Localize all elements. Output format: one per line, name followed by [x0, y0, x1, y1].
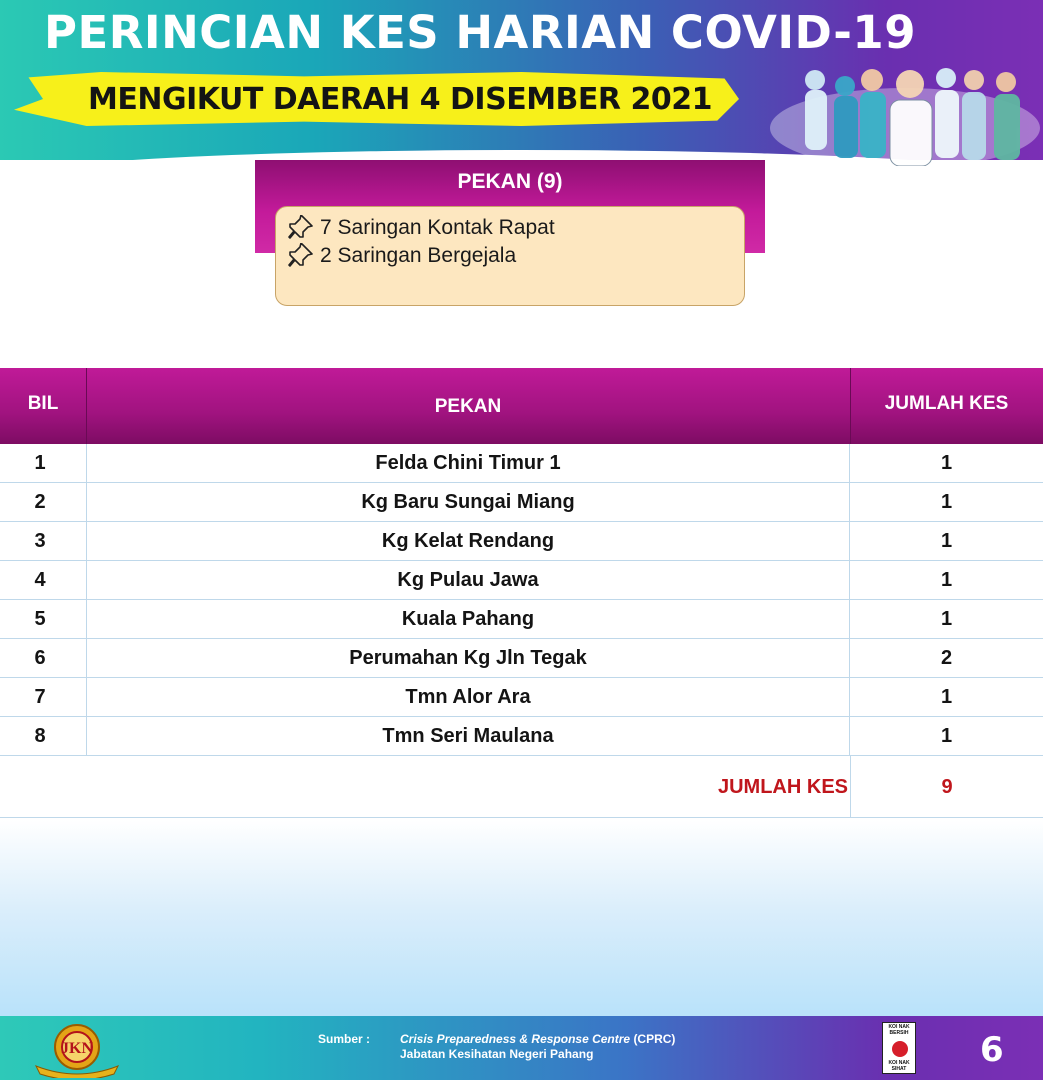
- cases-table: [0, 368, 1043, 818]
- cell-location: Tmn Seri Maulana: [86, 717, 850, 756]
- cell-cases: 2: [940, 647, 953, 669]
- table-row: [0, 600, 1043, 639]
- cell-cases: 1: [940, 608, 953, 630]
- page-title: PERINCIAN KES HARIAN COVID-19: [44, 6, 917, 59]
- cell-bil: 6: [34, 647, 46, 669]
- cell-bil: 1: [34, 452, 46, 474]
- source-org-abbr: (CPRC): [633, 1032, 676, 1046]
- cell-location: Kuala Pahang: [86, 600, 850, 639]
- cell-cases: 1: [940, 491, 953, 513]
- table-row: [0, 522, 1043, 561]
- cell-location: Perumahan Kg Jln Tegak: [86, 639, 850, 678]
- list-item: [286, 214, 744, 242]
- cell-cases: 1: [940, 452, 953, 474]
- source-organization: [400, 1032, 675, 1046]
- table-row: [0, 678, 1043, 717]
- source-department: Jabatan Kesihatan Negeri Pahang: [400, 1047, 594, 1061]
- table-row: [0, 561, 1043, 600]
- column-header-bil: BIL: [27, 393, 59, 414]
- jkn-logo: [30, 1020, 124, 1078]
- cell-cases: 1: [940, 530, 953, 552]
- bullet-text: 7 Saringan Kontak Rapat: [320, 216, 555, 239]
- pushpin-icon: [286, 243, 314, 269]
- page-subtitle: MENGIKUT DAERAH 4 DISEMBER 2021: [88, 82, 712, 117]
- table-row: [0, 483, 1043, 522]
- cell-bil: 7: [34, 686, 46, 708]
- column-header-pekan: PEKAN: [434, 396, 502, 417]
- case-breakdown-box: [275, 206, 745, 306]
- cell-location: Kg Pulau Jawa: [86, 561, 850, 600]
- cell-cases: 1: [940, 569, 953, 591]
- table-row: [0, 444, 1043, 483]
- bullet-text: 2 Saringan Bergejala: [320, 244, 517, 267]
- cell-cases: 1: [940, 686, 953, 708]
- source-label: Sumber :: [318, 1032, 371, 1046]
- cell-bil: 3: [34, 530, 46, 552]
- page-number: 6: [980, 1030, 1004, 1070]
- cell-location: Kg Baru Sungai Miang: [86, 483, 850, 522]
- table-row: [0, 717, 1043, 756]
- total-label: JUMLAH KES: [717, 775, 848, 798]
- district-title: PEKAN (9): [457, 170, 563, 193]
- cell-bil: 4: [34, 569, 46, 591]
- cell-location: Tmn Alor Ara: [86, 678, 850, 717]
- koi-nak-bersih-logo: [882, 1022, 916, 1074]
- cell-bil: 2: [34, 491, 46, 513]
- koi-logo-bottom-text: KOI NAK SIHAT: [888, 1060, 910, 1072]
- cell-location: Kg Kelat Rendang: [86, 522, 850, 561]
- cell-cases: 1: [940, 725, 953, 747]
- background-fade: [0, 820, 1043, 1016]
- cell-bil: 8: [34, 725, 46, 747]
- source-org-name: Crisis Preparedness & Response Centre: [400, 1032, 631, 1046]
- heart-icon: [892, 1041, 908, 1057]
- total-value: 9: [850, 756, 1043, 818]
- table-row: [0, 639, 1043, 678]
- svg-text:JKN: JKN: [61, 1040, 93, 1057]
- list-item: [286, 242, 744, 270]
- koi-logo-top-text: KOI NAK BERSIH: [888, 1024, 910, 1036]
- pushpin-icon: [286, 215, 314, 241]
- column-header-jumlah: JUMLAH KES: [884, 393, 1009, 414]
- cell-location: Felda Chini Timur 1: [86, 444, 850, 483]
- table-total-row: [0, 756, 1043, 818]
- table-header: [0, 368, 1043, 444]
- cell-bil: 5: [34, 608, 46, 630]
- healthcare-workers-illustration: [770, 58, 1040, 166]
